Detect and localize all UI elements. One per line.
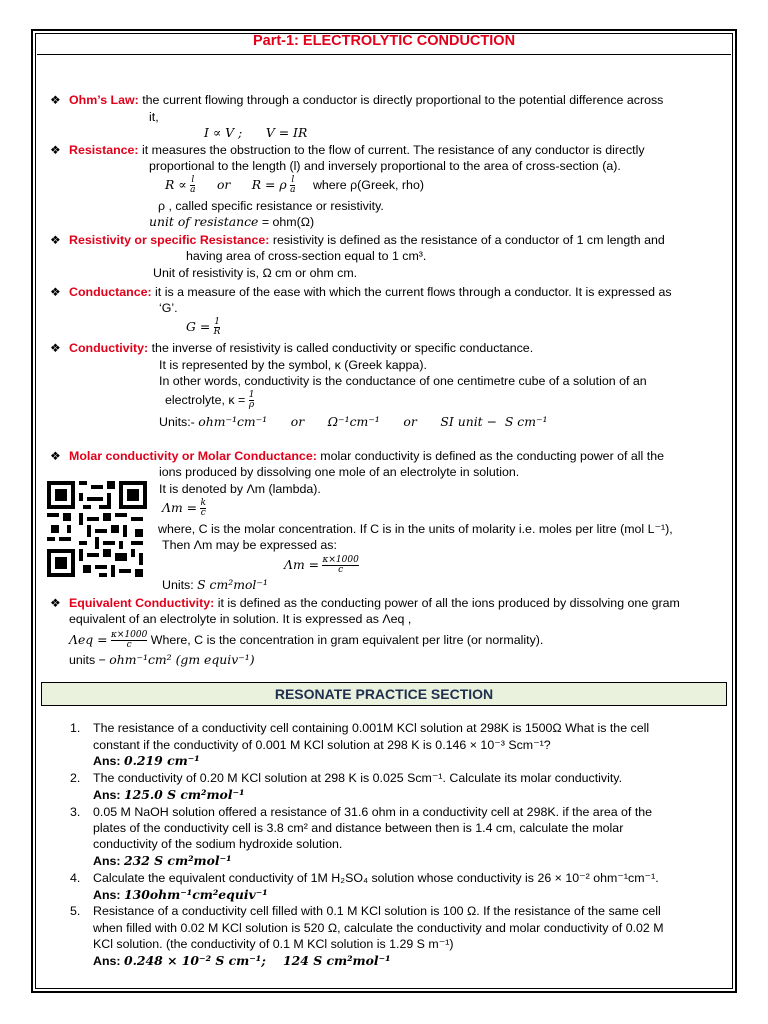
- molar-text-1: molar conductivity is defined as the conducting power of all the: [316, 449, 664, 463]
- qr-code-icon: [47, 481, 147, 577]
- question-3-number: 3.: [70, 805, 81, 819]
- equivalent-units-math: ohm⁻¹cm² (gm equiv⁻¹): [109, 652, 255, 667]
- question-4-line-1: Calculate the equivalent conductivity of 1M H₂SO₄ solution whose conductivity is 26 × 10⁻² ohm⁻¹cm⁻¹.: [93, 871, 659, 885]
- equivalent-term: Equivalent Conductivity:: [69, 596, 215, 610]
- resistance-where: where ρ(Greek, rho): [312, 177, 424, 192]
- resistance-unit-value: = ohm(Ω): [258, 215, 315, 229]
- conductivity-units-line: [159, 414, 547, 430]
- question-1-number: 1.: [70, 721, 81, 735]
- fraction-denominator: c: [200, 508, 206, 518]
- question-1-line-2: constant if the conductivity of 0.001 M KCl solution at 298 K is 0.146 × 10⁻³ Scm⁻¹?: [93, 738, 551, 752]
- conductivity-units-label: Units:-: [159, 415, 199, 429]
- conductivity-text-3: In other words, conductivity is the conductance of one centimetre cube of a solution of an: [159, 374, 647, 388]
- question-2-line-1: The conductivity of 0.20 M KCl solution at 298 K is 0.025 Scm⁻¹. Calculate its molar conductivity.: [93, 771, 623, 785]
- l-over-a-fraction: [290, 176, 295, 195]
- answer-value: 125.0 S cm²mol⁻¹: [123, 787, 245, 802]
- molar-eq1: Λm =: [162, 499, 198, 515]
- equivalent-units-label: units −: [69, 653, 110, 667]
- molar-line-1: [69, 448, 664, 464]
- question-5-line-2: when filled with 0.02 M KCl solution is 520 Ω, calculate the conductivity and molar conductivity of 0.02 M: [93, 921, 664, 935]
- answer-label: Ans:: [93, 754, 124, 768]
- fraction-numerator: k: [200, 498, 206, 508]
- answer-value: 0.248 × 10⁻² S cm⁻¹; 124 S cm²mol⁻¹: [123, 953, 391, 968]
- conductance-line-1: [69, 284, 672, 300]
- conductivity-term: Conductivity:: [69, 341, 149, 355]
- conductance-equation: [186, 318, 220, 337]
- resistivity-text-3: Unit of resistivity is, Ω cm or ohm cm.: [153, 266, 358, 280]
- question-2-number: 2.: [70, 771, 81, 785]
- fraction-denominator: c: [111, 640, 147, 650]
- fraction-denominator: ρ: [248, 400, 255, 410]
- ohm-text-2: it,: [149, 110, 159, 124]
- l-over-a-fraction: [190, 176, 195, 195]
- molar-text-4: where, C is the molar concentration. If C is in the units of molarity i.e. moles per litre (mol L⁻¹),: [158, 522, 673, 536]
- fraction-numerator: 1: [248, 390, 255, 400]
- conductivity-line-1: [69, 340, 533, 356]
- equivalent-line-1: [69, 595, 680, 611]
- conductance-eq: G =: [186, 318, 211, 334]
- k-over-c-fraction: [200, 499, 205, 518]
- bullet-icon: ❖: [50, 93, 61, 107]
- answer-value: 0.219 cm⁻¹: [123, 753, 200, 768]
- fraction-numerator: l: [291, 175, 295, 185]
- equivalent-eq: Λeq =: [69, 631, 108, 647]
- resistivity-term: Resistivity or specific Resistance:: [69, 233, 270, 247]
- answer-4: [93, 887, 268, 903]
- answer-label: Ans:: [93, 888, 124, 902]
- molar-units-label: Units:: [162, 578, 198, 592]
- conductivity-units-math: ohm⁻¹cm⁻¹ or Ω⁻¹cm⁻¹ or SI unit − S cm⁻¹: [198, 414, 548, 429]
- molar-equation-2: [284, 556, 359, 575]
- question-3-line-1: 0.05 M NaOH solution offered a resistance of 31.6 ohm in a conductivity cell at 298K. if the area of the: [93, 805, 653, 819]
- molar-equation-1: [162, 499, 206, 518]
- question-5-line-1: Resistance of a conductivity cell filled with 0.1 M KCl solution is 100 Ω. If the resistance of the same cell: [93, 904, 661, 918]
- equivalent-text-1: it is defined as the conducting power of all the ions produced by dissolving one gram: [214, 596, 680, 610]
- answer-3: [93, 853, 232, 869]
- bullet-icon: ❖: [50, 233, 61, 247]
- conductance-term: Conductance:: [69, 285, 152, 299]
- conductance-text-2: ‘G’.: [159, 301, 178, 315]
- resistivity-text-2: having area of cross-section equal to 1 cm³.: [186, 249, 427, 263]
- equivalent-text-2: equivalent of an electrolyte in solution. It is expressed as Λeq ,: [69, 612, 412, 626]
- fraction-denominator: R: [213, 327, 221, 337]
- kappa-1000-over-c-fraction: [111, 631, 147, 650]
- equivalent-where: Where, C is the concentration in gram equivalent per litre (or normality).: [147, 632, 544, 647]
- resistivity-line-1: [69, 232, 665, 248]
- resistance-unit-line: [149, 214, 314, 230]
- answer-label: Ans:: [93, 788, 124, 802]
- resistance-eq-or: or: [216, 176, 231, 192]
- ohm-term: Ohm’s Law:: [69, 93, 139, 107]
- molar-units-math: S cm²mol⁻¹: [197, 577, 268, 592]
- fraction-denominator: a: [190, 185, 196, 195]
- fraction-numerator: 1: [214, 317, 220, 327]
- page-title: Part-1: ELECTROLYTIC CONDUCTION: [252, 33, 516, 49]
- answer-5: [93, 953, 391, 969]
- bullet-icon: ❖: [50, 143, 61, 157]
- practice-section-heading: RESONATE PRACTICE SECTION: [41, 682, 727, 706]
- answer-label: Ans:: [93, 854, 124, 868]
- question-3-line-2: plates of the conductivity cell is 3.8 cm² and distance between then is 1.4 cm, calculate the molar: [93, 821, 624, 835]
- answer-value: 130ohm⁻¹cm²equiv⁻¹: [123, 887, 268, 902]
- conductivity-text-4: electrolyte, κ =: [165, 392, 246, 407]
- ohm-text-1: the current flowing through a conductor is directly proportional to the potential difference across: [138, 93, 664, 107]
- question-4-number: 4.: [70, 871, 81, 885]
- resistivity-text-1: resistivity is defined as the resistance of a conductor of 1 cm length and: [269, 233, 665, 247]
- question-1-line-1: The resistance of a conductivity cell containing 0.001M KCl solution at 298K is 1500Ω What is the cell: [93, 721, 650, 735]
- ohm-line-1: [69, 92, 663, 108]
- one-over-rho-fraction: [249, 391, 255, 410]
- equivalent-units-line: [69, 652, 255, 668]
- kappa-1000-over-c-fraction: [322, 556, 358, 575]
- molar-text-5: Then Λm may be expressed as:: [162, 538, 337, 552]
- resistance-equation: [165, 176, 424, 195]
- fraction-numerator: l: [191, 175, 195, 185]
- question-5-line-3: KCl solution. (the conductivity of 0.1 M KCl solution is 1.29 S m⁻¹): [93, 937, 454, 951]
- molar-text-3: It is denoted by Λm (lambda).: [159, 482, 321, 496]
- molar-term: Molar conductivity or Molar Conductance:: [69, 449, 317, 463]
- title-rule: [37, 54, 731, 55]
- conductivity-text-1: the inverse of resistivity is called conductivity or specific conductance.: [148, 341, 534, 355]
- rho-note: ρ , called specific resistance or resistivity.: [158, 199, 384, 213]
- resistance-term: Resistance:: [69, 143, 139, 157]
- answer-2: [93, 787, 245, 803]
- bullet-icon: ❖: [50, 449, 61, 463]
- question-3-line-3: conductivity of the sodium hydroxide solution.: [93, 837, 343, 851]
- one-over-r-fraction: [214, 318, 221, 337]
- answer-value: 232 S cm²mol⁻¹: [123, 853, 232, 868]
- bullet-icon: ❖: [50, 341, 61, 355]
- bullet-icon: ❖: [50, 285, 61, 299]
- resistance-text-1: it measures the obstruction to the flow of current. The resistance of any conductor is directly: [138, 143, 645, 157]
- bullet-icon: ❖: [50, 596, 61, 610]
- fraction-denominator: c: [322, 565, 358, 575]
- question-5-number: 5.: [70, 904, 81, 918]
- equivalent-equation-line: [69, 631, 543, 650]
- molar-units-line: [162, 577, 268, 593]
- resistance-eq-a: R ∝: [165, 176, 187, 192]
- answer-1: [93, 753, 200, 769]
- conductivity-equation: [165, 391, 254, 410]
- resistance-unit-label: unit of resistance: [149, 214, 259, 229]
- fraction-denominator: a: [290, 185, 296, 195]
- fraction-numerator: κ×1000: [111, 630, 148, 640]
- ohm-equation: I ∝ V ; V = IR: [204, 125, 308, 140]
- conductance-text-1: it is a measure of the ease with which the current flows through a conductor. It is expressed as: [151, 285, 672, 299]
- resistance-eq-b: R = ρ: [251, 176, 287, 192]
- resistance-line-1: [69, 142, 645, 158]
- molar-eq2: Λm =: [284, 556, 320, 572]
- answer-label: Ans:: [93, 954, 124, 968]
- molar-text-2: ions produced by dissolving one mole of an electrolyte in solution.: [159, 465, 520, 479]
- resistance-text-2: proportional to the length (l) and inversely proportional to the area of cross-section (a).: [149, 159, 621, 173]
- conductivity-text-2: It is represented by the symbol, κ (Greek kappa).: [159, 358, 427, 372]
- fraction-numerator: κ×1000: [322, 555, 359, 565]
